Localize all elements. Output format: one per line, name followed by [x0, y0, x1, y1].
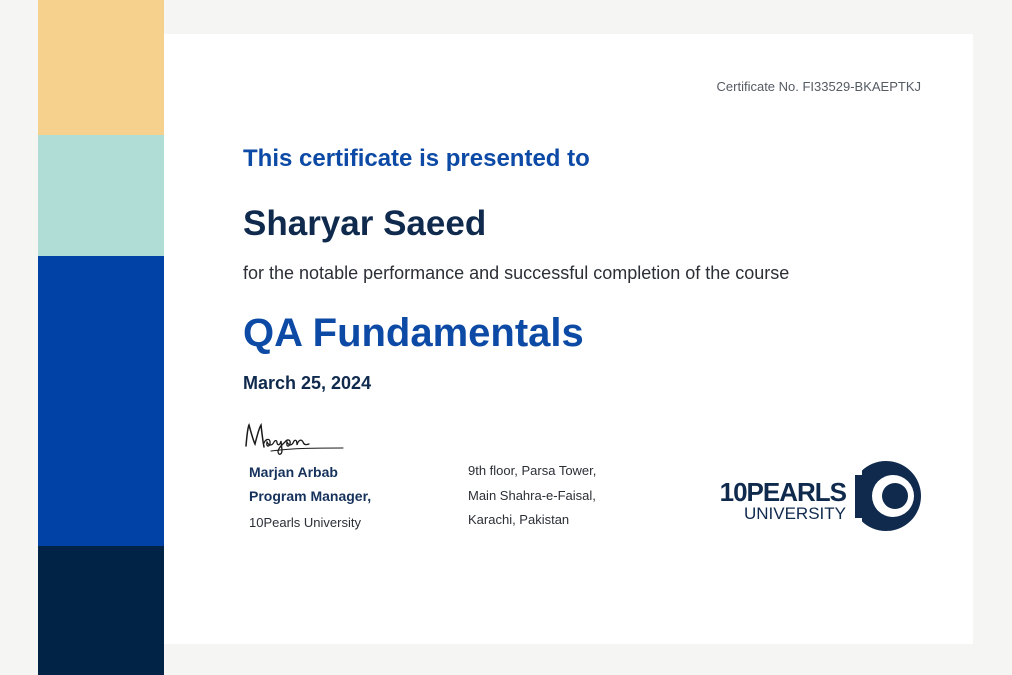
decorative-stripe-mint — [38, 135, 164, 256]
signature-image — [243, 420, 348, 462]
logo-main-text: 10PEARLS — [719, 477, 846, 507]
decorative-stripe-yellow — [38, 0, 164, 135]
logo-text — [710, 479, 846, 523]
certificate-number: Certificate No. FI33529-BKAEPTKJ — [716, 79, 921, 94]
10pearls-logo-mark-icon — [850, 460, 922, 532]
address-line-2: Main Shahra-e-Faisal, — [468, 488, 596, 503]
logo-sub-text: UNIVERSITY — [743, 504, 846, 523]
signer-organization: 10Pearls University — [249, 515, 361, 530]
presented-to-heading: This certificate is presented to — [243, 145, 590, 172]
address-line-1: 9th floor, Parsa Tower, — [468, 463, 597, 478]
address-line-3: Karachi, Pakistan — [468, 512, 570, 527]
completion-date: March 25, 2024 — [243, 373, 372, 393]
decorative-stripe-blue — [38, 256, 164, 546]
signer-title: Program Manager, — [249, 488, 372, 504]
decorative-stripe-navy — [38, 546, 164, 675]
completion-description: for the notable performance and successful completion of the course — [243, 263, 790, 283]
recipient-name: Sharyar Saeed — [243, 204, 487, 243]
course-title: QA Fundamentals — [243, 311, 584, 355]
signer-name: Marjan Arbab — [249, 464, 338, 480]
certificate-card — [164, 34, 973, 644]
